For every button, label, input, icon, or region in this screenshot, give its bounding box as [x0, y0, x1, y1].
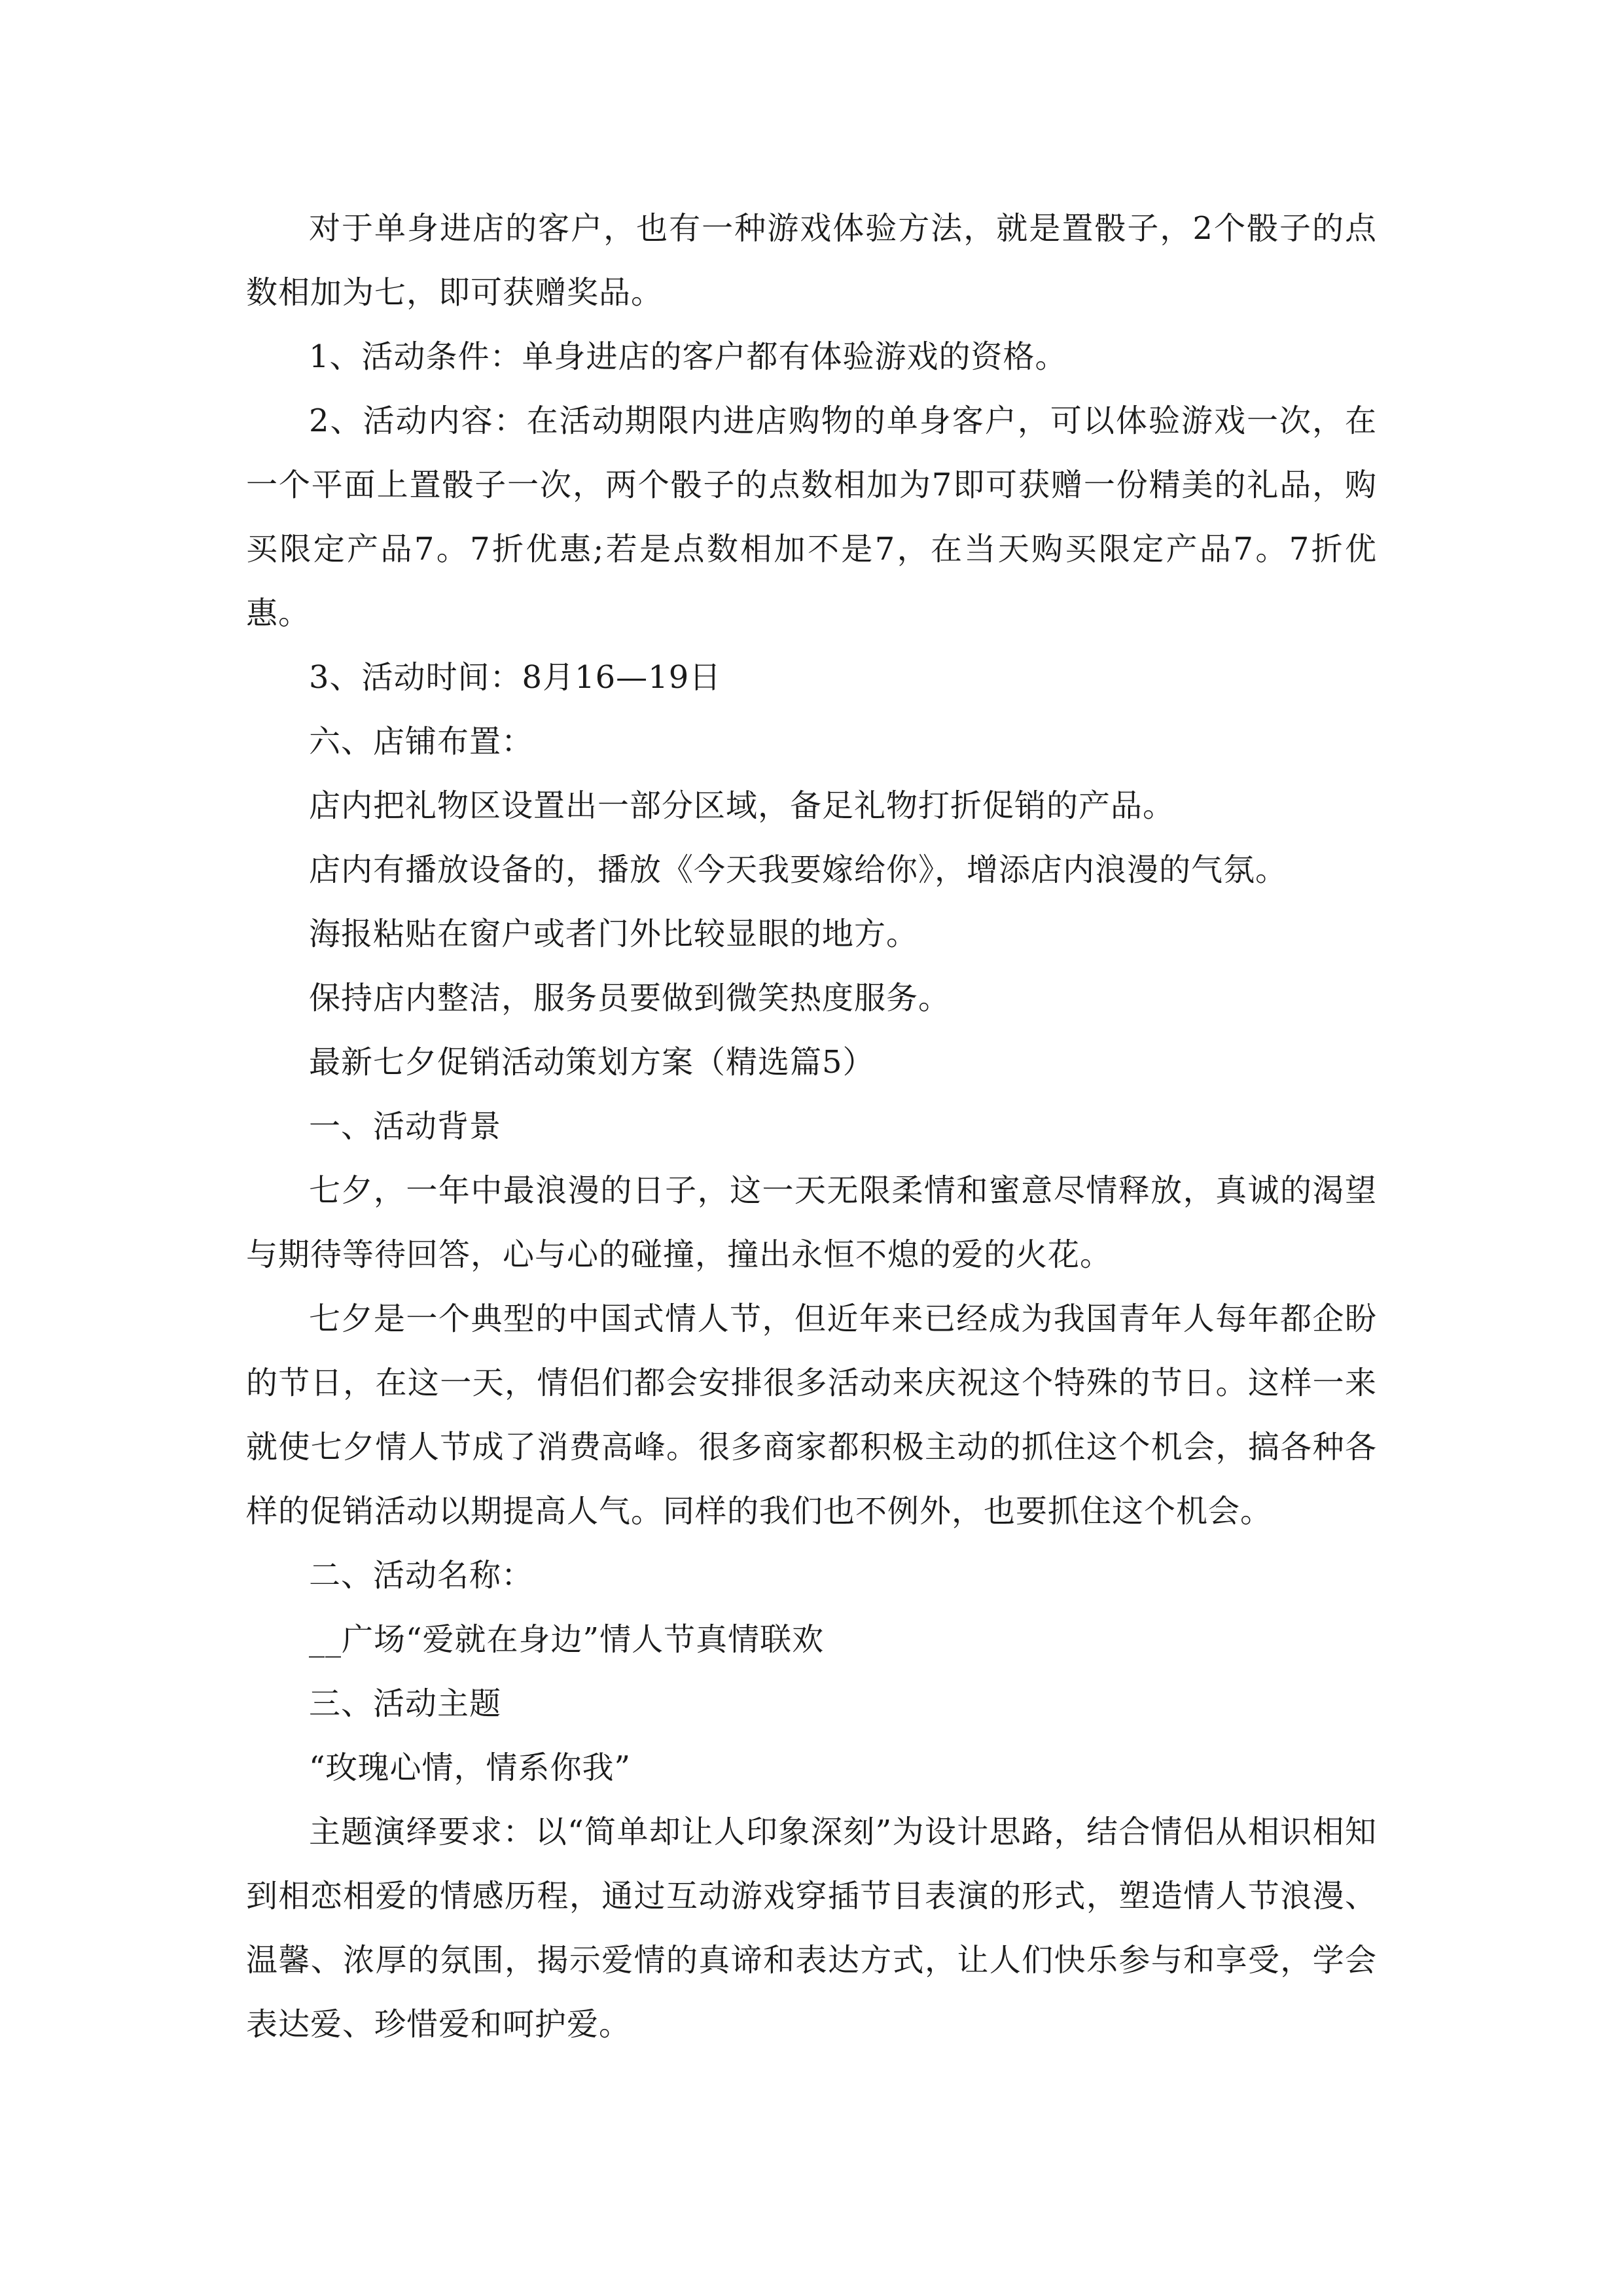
paragraph-qixi-intro: 七夕，一年中最浪漫的日子，这一天无限柔情和蜜意尽情释放，真诚的渴望与期待等待回答，心与心的碰撞，撞出永恒不熄的爱的火花。 [246, 1172, 1377, 1273]
paragraph-activity-content: 2、活动内容：在活动期限内进店购物的单身客户，可以体验游戏一次，在一个平面上置骰子一次，两个骰子的点数相加为7即可获赠一份精美的礼品，购买限定产品7。7折优惠;若是点数相加不是7，在当天购买限定产品7。7折优惠。 [246, 403, 1377, 632]
paragraph-activity-name: __广场“爱就在身边”情人节真情联欢 [309, 1621, 825, 1658]
section-title-plan-5: 最新七夕促销活动策划方案（精选篇5） [309, 1044, 875, 1081]
paragraph-service: 保持店内整洁，服务员要做到微笑热度服务。 [309, 980, 951, 1016]
paragraph-poster: 海报粘贴在窗户或者门外比较显眼的地方。 [309, 916, 919, 952]
paragraph-gift-area: 店内把礼物区设置出一部分区域，备足礼物打折促销的产品。 [309, 787, 1175, 824]
paragraph-activity-time: 3、活动时间：8月16—19日 [309, 659, 722, 696]
paragraph-theme-slogan: “玫瑰心情，情系你我” [309, 1749, 632, 1786]
heading-activity-name: 二、活动名称： [309, 1557, 534, 1594]
paragraph-qixi-valentine: 七夕是一个典型的中国式情人节，但近年来已经成为我国青年人每年都企盼的节日，在这一天，情侣们都会安排很多活动来庆祝这个特殊的节日。这样一来就使七夕情人节成了消费高峰。很多商家都积极主动的抓住这个机会，搞各种各样的促销活动以期提高人气。同样的我们也不例外，也要抓住这个机会。 [246, 1300, 1377, 1530]
paragraph-activity-condition: 1、活动条件：单身进店的客户都有体验游戏的资格。 [309, 338, 1067, 375]
paragraph-theme-requirements: 主题演绎要求：以“简单却让人印象深刻”为设计思路，结合情侣从相识相知到相恋相爱的情感历程，通过互动游戏穿插节目表演的形式，塑造情人节浪漫、温馨、浓厚的氛围，揭示爱情的真谛和表达方式，让人们快乐参与和享受，学会表达爱、珍惜爱和呵护爱。 [246, 1814, 1377, 2043]
document-body [246, 196, 1377, 2056]
heading-background: 一、活动背景 [309, 1108, 502, 1145]
heading-activity-theme: 三、活动主题 [309, 1685, 502, 1722]
heading-store-layout: 六、店铺布置： [309, 723, 534, 760]
paragraph-dice-game: 对于单身进店的客户，也有一种游戏体验方法，就是置骰子，2个骰子的点数相加为七，即可获赠奖品。 [246, 210, 1377, 311]
paragraph-music: 店内有播放设备的，播放《今天我要嫁给你》，增添店内浪漫的气氛。 [309, 852, 1288, 888]
